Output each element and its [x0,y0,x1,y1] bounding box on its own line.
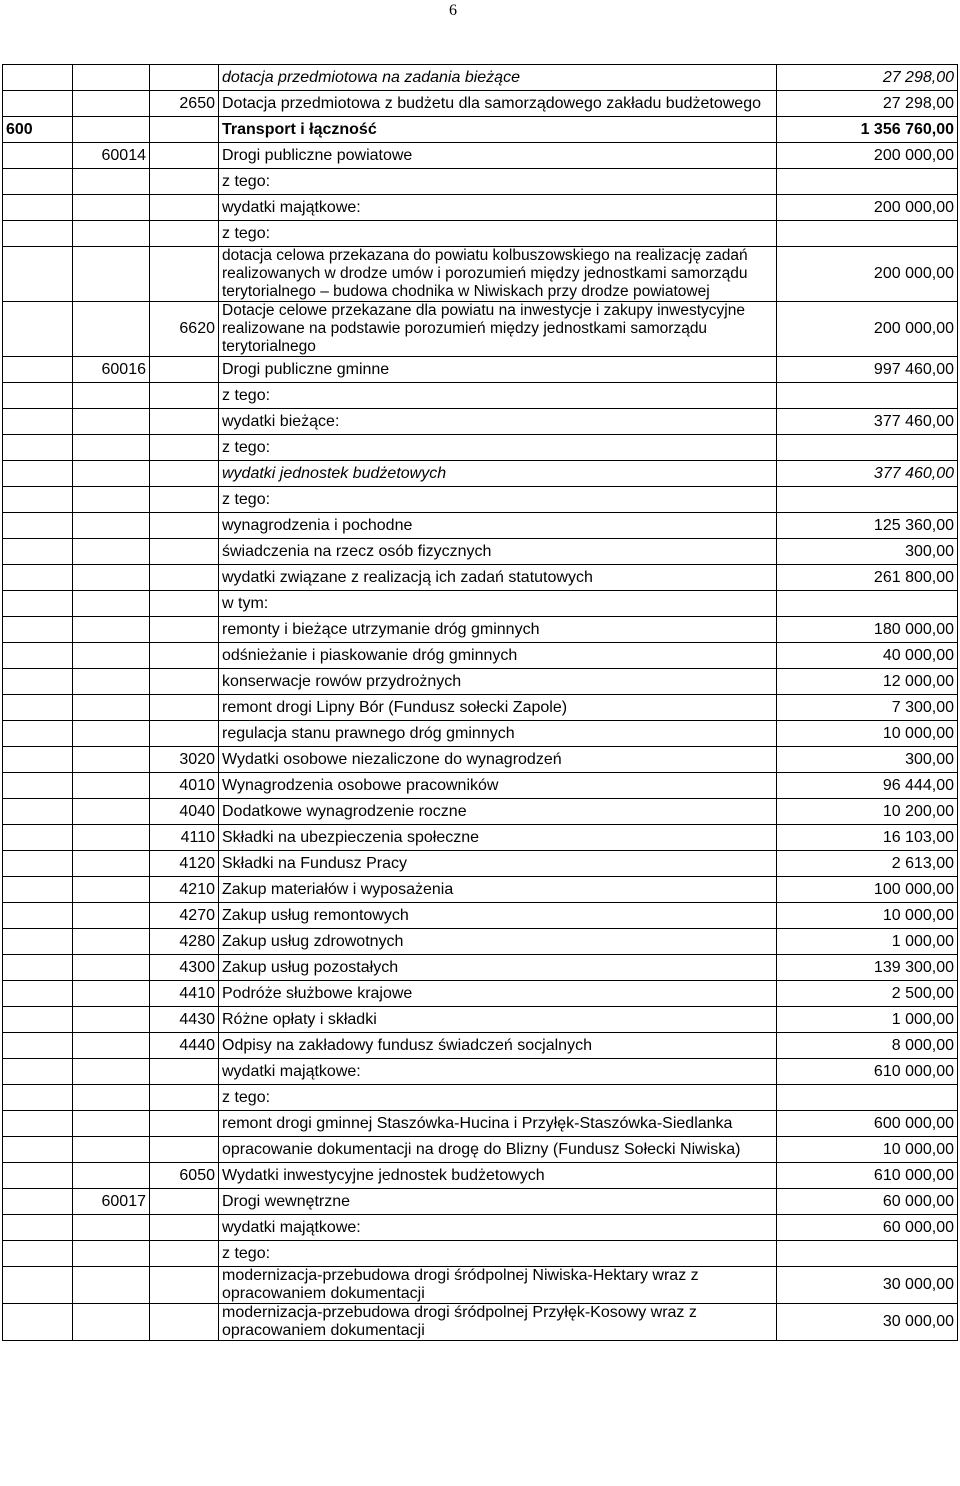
amount-cell: 27 298,00 [777,65,958,91]
amount-cell: 377 460,00 [777,461,958,487]
rozdzial-cell [73,695,150,721]
dzial-cell [3,955,73,981]
paragraf-cell [150,1215,219,1241]
paragraf-cell [150,617,219,643]
dzial-cell [3,929,73,955]
paragraf-cell: 4280 [150,929,219,955]
description-cell: z tego: [219,1241,777,1267]
amount-cell: 10 200,00 [777,799,958,825]
table-row [3,169,958,195]
paragraf-cell [150,669,219,695]
amount-cell: 200 000,00 [777,195,958,221]
table-row [3,1085,958,1111]
description-cell: z tego: [219,383,777,409]
dzial-cell [3,877,73,903]
paragraf-cell [150,117,219,143]
dzial-cell [3,1033,73,1059]
paragraf-cell [150,1267,219,1304]
rozdzial-cell [73,513,150,539]
amount-cell: 10 000,00 [777,903,958,929]
table-row [3,221,958,247]
amount-cell: 2 613,00 [777,851,958,877]
amount-cell: 997 460,00 [777,357,958,383]
paragraf-cell [150,591,219,617]
description-cell: opracowanie dokumentacji na drogę do Blizny (Fundusz Sołecki Niwiska) [219,1137,777,1163]
rozdzial-cell [73,773,150,799]
description-cell: Wynagrodzenia osobowe pracowników [219,773,777,799]
rozdzial-cell: 60016 [73,357,150,383]
rozdzial-cell [73,1304,150,1341]
rozdzial-cell [73,1137,150,1163]
rozdzial-cell [73,409,150,435]
description-cell: świadczenia na rzecz osób fizycznych [219,539,777,565]
rozdzial-cell [73,1085,150,1111]
description-cell: Transport i łączność [219,117,777,143]
rozdzial-cell [73,65,150,91]
dzial-cell [3,1059,73,1085]
description-cell: konserwacje rowów przydrożnych [219,669,777,695]
table-row [3,773,958,799]
paragraf-cell [150,169,219,195]
dzial-cell [3,1241,73,1267]
description-cell: z tego: [219,435,777,461]
description-cell: Drogi publiczne powiatowe [219,143,777,169]
description-cell: z tego: [219,169,777,195]
paragraf-cell [150,1111,219,1137]
rozdzial-cell [73,169,150,195]
rozdzial-cell [73,1215,150,1241]
description-cell: wydatki związane z realizacją ich zadań statutowych [219,565,777,591]
table-row [3,669,958,695]
paragraf-cell [150,695,219,721]
rozdzial-cell [73,591,150,617]
amount-cell [777,1241,958,1267]
amount-cell [777,221,958,247]
table-row [3,1137,958,1163]
table-row [3,617,958,643]
description-cell: dotacja przedmiotowa na zadania bieżące [219,65,777,91]
dzial-cell [3,513,73,539]
amount-cell: 7 300,00 [777,695,958,721]
table-row [3,1241,958,1267]
table-row [3,461,958,487]
description-cell: wydatki bieżące: [219,409,777,435]
description-cell: w tym: [219,591,777,617]
description-cell: Zakup usług zdrowotnych [219,929,777,955]
dzial-cell [3,487,73,513]
dzial-cell [3,302,73,357]
table-row [3,357,958,383]
paragraf-cell [150,221,219,247]
paragraf-cell [150,409,219,435]
description-cell: Dodatkowe wynagrodzenie roczne [219,799,777,825]
table-row [3,117,958,143]
paragraf-cell [150,1241,219,1267]
description-cell: remont drogi gminnej Staszówka-Hucina i Przyłęk-Staszówka-Siedlanka [219,1111,777,1137]
dzial-cell [3,565,73,591]
rozdzial-cell [73,929,150,955]
dzial-cell [3,383,73,409]
amount-cell: 2 500,00 [777,981,958,1007]
paragraf-cell: 6050 [150,1163,219,1189]
paragraf-cell: 3020 [150,747,219,773]
paragraf-cell [150,65,219,91]
description-cell: Drogi wewnętrzne [219,1189,777,1215]
description-cell: Zakup materiałów i wyposażenia [219,877,777,903]
paragraf-cell: 4300 [150,955,219,981]
amount-cell: 610 000,00 [777,1163,958,1189]
table-row [3,981,958,1007]
amount-cell: 1 000,00 [777,1007,958,1033]
dzial-cell [3,357,73,383]
dzial-cell [3,409,73,435]
dzial-cell [3,169,73,195]
table-row [3,747,958,773]
paragraf-cell: 6620 [150,302,219,357]
amount-cell: 16 103,00 [777,825,958,851]
dzial-cell [3,539,73,565]
dzial-cell [3,1215,73,1241]
table-row [3,1189,958,1215]
rozdzial-cell [73,383,150,409]
paragraf-cell: 4410 [150,981,219,1007]
dzial-cell [3,617,73,643]
rozdzial-cell [73,1163,150,1189]
paragraf-cell: 4120 [150,851,219,877]
description-cell: Składki na ubezpieczenia społeczne [219,825,777,851]
amount-cell: 125 360,00 [777,513,958,539]
dzial-cell [3,1267,73,1304]
paragraf-cell [150,143,219,169]
paragraf-cell: 4210 [150,877,219,903]
table-row [3,721,958,747]
dzial-cell [3,195,73,221]
description-cell: modernizacja-przebudowa drogi śródpolnej Niwiska-Hektary wraz z opracowaniem dokumentacji [219,1267,777,1304]
amount-cell [777,591,958,617]
table-row [3,955,958,981]
rozdzial-cell [73,851,150,877]
amount-cell: 60 000,00 [777,1215,958,1241]
table-row [3,877,958,903]
dzial-cell [3,1137,73,1163]
table-row [3,409,958,435]
amount-cell: 200 000,00 [777,302,958,357]
table-row [3,565,958,591]
amount-cell: 180 000,00 [777,617,958,643]
table-row [3,1007,958,1033]
rozdzial-cell [73,91,150,117]
rozdzial-cell [73,1111,150,1137]
description-cell: wydatki majątkowe: [219,195,777,221]
dzial-cell [3,461,73,487]
table-row [3,799,958,825]
paragraf-cell [150,513,219,539]
rozdzial-cell [73,302,150,357]
rozdzial-cell [73,247,150,302]
dzial-cell [3,1007,73,1033]
amount-cell: 30 000,00 [777,1304,958,1341]
rozdzial-cell: 60017 [73,1189,150,1215]
table-row [3,65,958,91]
dzial-cell [3,721,73,747]
rozdzial-cell [73,1267,150,1304]
rozdzial-cell [73,903,150,929]
description-cell: regulacja stanu prawnego dróg gminnych [219,721,777,747]
rozdzial-cell [73,747,150,773]
dzial-cell [3,591,73,617]
amount-cell: 139 300,00 [777,955,958,981]
rozdzial-cell [73,221,150,247]
rozdzial-cell [73,565,150,591]
description-cell: Składki na Fundusz Pracy [219,851,777,877]
paragraf-cell: 4010 [150,773,219,799]
amount-cell: 96 444,00 [777,773,958,799]
dzial-cell [3,747,73,773]
amount-cell: 8 000,00 [777,1033,958,1059]
rozdzial-cell [73,487,150,513]
rozdzial-cell [73,195,150,221]
paragraf-cell: 4270 [150,903,219,929]
amount-cell: 10 000,00 [777,721,958,747]
rozdzial-cell [73,981,150,1007]
amount-cell [777,169,958,195]
amount-cell: 300,00 [777,747,958,773]
amount-cell [777,435,958,461]
paragraf-cell [150,1059,219,1085]
amount-cell: 1 000,00 [777,929,958,955]
paragraf-cell [150,1189,219,1215]
paragraf-cell [150,539,219,565]
table-row [3,695,958,721]
dzial-cell [3,903,73,929]
amount-cell [777,1085,958,1111]
dzial-cell [3,1085,73,1111]
paragraf-cell: 2650 [150,91,219,117]
paragraf-cell [150,1085,219,1111]
description-cell: z tego: [219,1085,777,1111]
rozdzial-cell [73,461,150,487]
table-row [3,539,958,565]
rozdzial-cell [73,1007,150,1033]
amount-cell: 12 000,00 [777,669,958,695]
dzial-cell [3,1163,73,1189]
amount-cell [777,383,958,409]
rozdzial-cell [73,1059,150,1085]
table-row [3,1111,958,1137]
description-cell: wynagrodzenia i pochodne [219,513,777,539]
paragraf-cell [150,247,219,302]
amount-cell: 40 000,00 [777,643,958,669]
description-cell: dotacja celowa przekazana do powiatu kolbuszowskiego na realizację zadań realizowanych w drodze umów i porozumień między jednostkami samorządu terytorialnego – budowa chodnika w Niwiskach przy drodze powiatowej [219,247,777,302]
table-row [3,643,958,669]
paragraf-cell: 4110 [150,825,219,851]
description-cell: Wydatki osobowe niezaliczone do wynagrodzeń [219,747,777,773]
paragraf-cell [150,1304,219,1341]
amount-cell: 200 000,00 [777,247,958,302]
table-row [3,1267,958,1304]
amount-cell [777,487,958,513]
dzial-cell [3,1189,73,1215]
dzial-cell [3,825,73,851]
description-cell: Podróże służbowe krajowe [219,981,777,1007]
dzial-cell [3,695,73,721]
paragraf-cell: 4430 [150,1007,219,1033]
description-cell: remonty i bieżące utrzymanie dróg gminnych [219,617,777,643]
table-row [3,1215,958,1241]
dzial-cell [3,143,73,169]
amount-cell: 60 000,00 [777,1189,958,1215]
amount-cell: 27 298,00 [777,91,958,117]
table-row [3,851,958,877]
table-row [3,1163,958,1189]
table-row [3,247,958,302]
description-cell: z tego: [219,221,777,247]
page-number: 6 [449,2,457,19]
amount-cell: 30 000,00 [777,1267,958,1304]
rozdzial-cell [73,825,150,851]
description-cell: Różne opłaty i składki [219,1007,777,1033]
dzial-cell [3,851,73,877]
amount-cell: 10 000,00 [777,1137,958,1163]
description-cell: z tego: [219,487,777,513]
dzial-cell [3,981,73,1007]
rozdzial-cell [73,435,150,461]
amount-cell: 610 000,00 [777,1059,958,1085]
description-cell: Drogi publiczne gminne [219,357,777,383]
paragraf-cell: 4440 [150,1033,219,1059]
amount-cell: 100 000,00 [777,877,958,903]
rozdzial-cell [73,955,150,981]
paragraf-cell [150,195,219,221]
table-row [3,513,958,539]
table-row [3,143,958,169]
table-row [3,1033,958,1059]
dzial-cell [3,1304,73,1341]
rozdzial-cell: 60014 [73,143,150,169]
paragraf-cell [150,721,219,747]
table-row [3,435,958,461]
amount-cell: 200 000,00 [777,143,958,169]
description-cell: modernizacja-przebudowa drogi śródpolnej Przyłęk-Kosowy wraz z opracowaniem dokumentacji [219,1304,777,1341]
table-row [3,825,958,851]
description-cell: Zakup usług pozostałych [219,955,777,981]
description-cell: wydatki majątkowe: [219,1215,777,1241]
rozdzial-cell [73,669,150,695]
table-row [3,91,958,117]
table-row [3,195,958,221]
description-cell: remont drogi Lipny Bór (Fundusz sołecki Zapole) [219,695,777,721]
table-row [3,929,958,955]
paragraf-cell [150,461,219,487]
paragraf-cell: 4040 [150,799,219,825]
table-row [3,903,958,929]
table-row [3,1059,958,1085]
description-cell: Zakup usług remontowych [219,903,777,929]
paragraf-cell [150,487,219,513]
paragraf-cell [150,1137,219,1163]
dzial-cell [3,247,73,302]
rozdzial-cell [73,539,150,565]
budget-table [2,64,958,1341]
amount-cell: 1 356 760,00 [777,117,958,143]
rozdzial-cell [73,1033,150,1059]
table-row [3,302,958,357]
description-cell: odśnieżanie i piaskowanie dróg gminnych [219,643,777,669]
rozdzial-cell [73,877,150,903]
paragraf-cell [150,565,219,591]
amount-cell: 300,00 [777,539,958,565]
dzial-cell [3,65,73,91]
description-cell: wydatki jednostek budżetowych [219,461,777,487]
paragraf-cell [150,383,219,409]
rozdzial-cell [73,721,150,747]
description-cell: Dotacja przedmiotowa z budżetu dla samorządowego zakładu budżetowego [219,91,777,117]
rozdzial-cell [73,1241,150,1267]
dzial-cell [3,221,73,247]
description-cell: wydatki majątkowe: [219,1059,777,1085]
rozdzial-cell [73,117,150,143]
dzial-cell [3,773,73,799]
dzial-cell [3,1111,73,1137]
paragraf-cell [150,435,219,461]
dzial-cell [3,799,73,825]
amount-cell: 600 000,00 [777,1111,958,1137]
rozdzial-cell [73,799,150,825]
table-row [3,383,958,409]
dzial-cell [3,91,73,117]
dzial-cell [3,643,73,669]
rozdzial-cell [73,617,150,643]
amount-cell: 377 460,00 [777,409,958,435]
amount-cell: 261 800,00 [777,565,958,591]
description-cell: Wydatki inwestycyjne jednostek budżetowych [219,1163,777,1189]
dzial-cell [3,435,73,461]
table-row [3,591,958,617]
rozdzial-cell [73,643,150,669]
description-cell: Odpisy na zakładowy fundusz świadczeń socjalnych [219,1033,777,1059]
dzial-cell: 600 [3,117,73,143]
dzial-cell [3,669,73,695]
paragraf-cell [150,357,219,383]
description-cell: Dotacje celowe przekazane dla powiatu na inwestycje i zakupy inwestycyjne realizowane na podstawie porozumień między jednostkami samorządu terytorialnego [219,302,777,357]
table-row [3,487,958,513]
table-row [3,1304,958,1341]
paragraf-cell [150,643,219,669]
